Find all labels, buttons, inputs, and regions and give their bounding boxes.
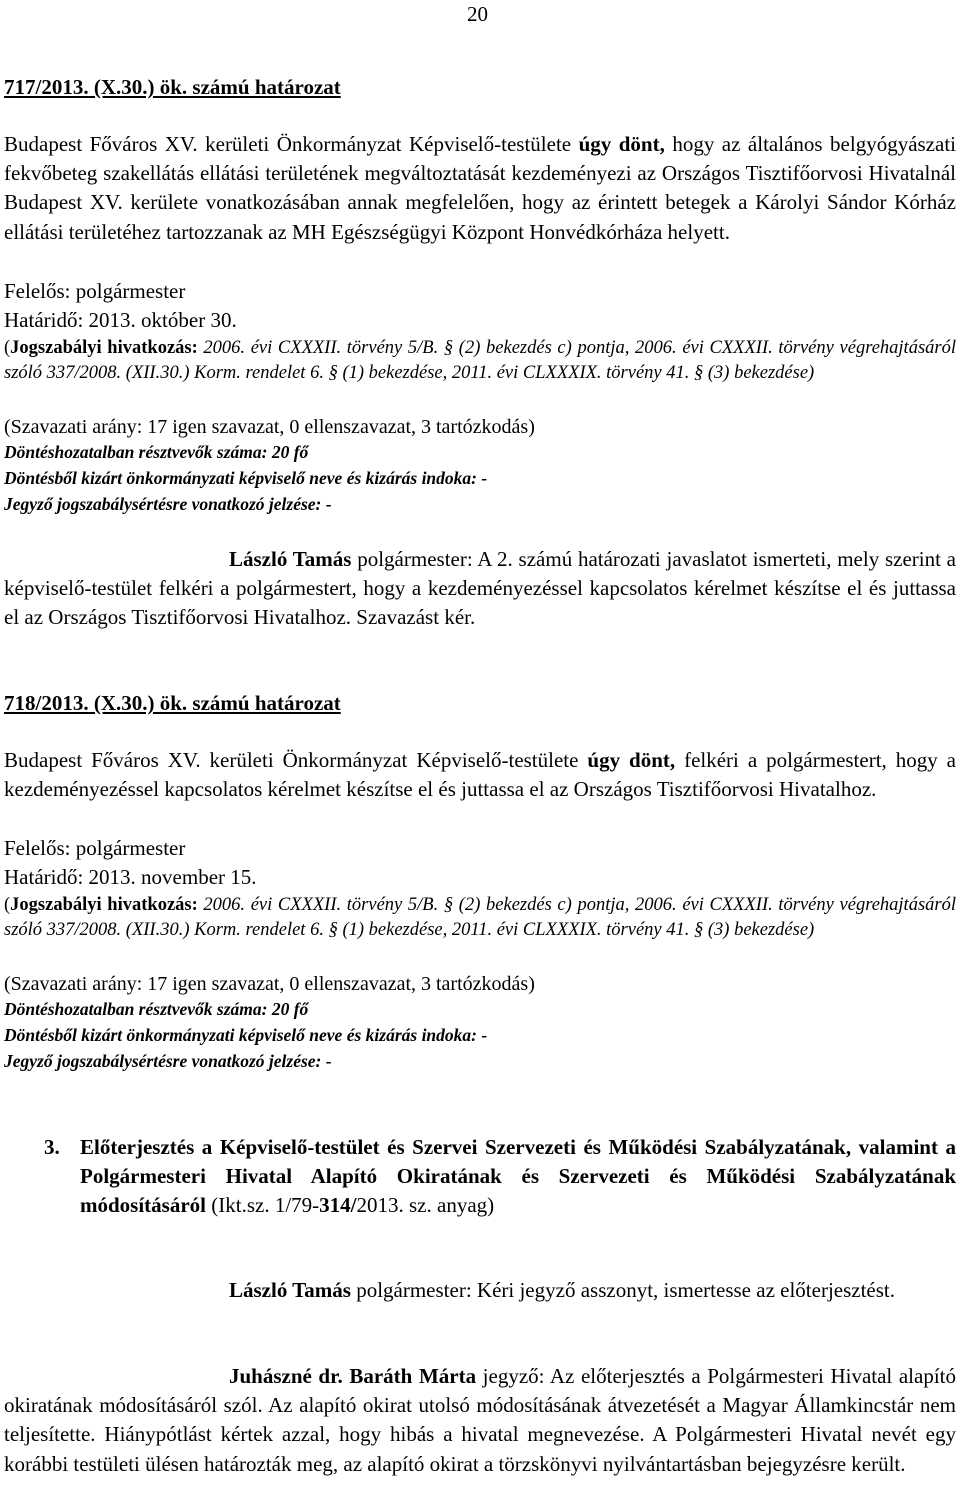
resolution-717-body-pre: Budapest Főváros XV. kerületi Önkormányzat Képviselő-testülete [4, 132, 579, 156]
agenda-item-ref-a: (Ikt.sz. 1/79- [206, 1193, 320, 1218]
resolution-717-body-post: hogy az általános belgyógyászati fekvőbeteg szakellátás ellátási területének megváltoztatását kezdeményezi az Országos Tisztifőorvosi Hivatalnál Budapest XV. kerülete vonatkozásában annak megfelelően, hogy az érintett betegek a Károlyi Sándor Kórház ellátási területéhez tartozzanak az MH Egészségügyi Központ Honvédkórháza helyett. [4, 132, 956, 244]
resolution-718-legal-reference [4, 893, 956, 944]
resolution-717-participants: Döntéshozatalban résztvevők száma: 20 fő [4, 442, 309, 462]
resolution-718-body-pre: Budapest Főváros XV. kerületi Önkormányzat Képviselő-testülete [4, 748, 588, 772]
resolution-717-body-bold: úgy dönt, [578, 132, 665, 156]
mayor-speech-2 [4, 1276, 956, 1305]
speaker-name: László Tamás [229, 1278, 351, 1302]
agenda-item-ref-b: 314/ [319, 1193, 357, 1218]
resolution-718-body-post: felkéri a polgármestert, hogy a kezdeményezéssel kapcsolatos kérelmet készítse el és juttassa el az Országos Tisztifőorvosi Hivatalhoz. [4, 748, 957, 802]
agenda-item-number: 3. [44, 1135, 60, 1159]
resolution-717-body [4, 130, 956, 247]
ref-open: ( [4, 895, 11, 915]
agenda-item-ref-c: 2013. sz. anyag) [356, 1193, 495, 1218]
resolution-717-responsible: Felelős: polgármester [4, 279, 186, 303]
resolution-717-ref-label: Jogszabályi hivatkozás: [10, 338, 198, 358]
ref-open: ( [4, 338, 11, 358]
resolution-718-participants: Döntéshozatalban résztvevők száma: 20 fő [4, 999, 309, 1019]
page-number: 20 [467, 2, 488, 26]
resolution-718-excluded: Döntésből kizárt önkormányzati képviselő neve és kizárás indoka: - [4, 1025, 488, 1045]
resolution-717-legal-reference [4, 336, 956, 387]
resolution-718-body [4, 746, 956, 804]
speech-text: polgármester: A 2. számú határozati javaslatot ismerteti, mely szerint a képviselő-testület felkéri a polgármestert, hogy a kezdeményezéssel kapcsolatos kérelmet készítse el és juttassa el az Országos Tisztifőorvosi Hivatalhoz. Szavazást kér. [4, 547, 956, 630]
resolution-717-deadline: Határidő: 2013. október 30. [4, 308, 237, 332]
resolution-718-body-bold: úgy dönt, [587, 748, 676, 772]
notary-speech [4, 1362, 956, 1479]
resolution-717-vote: (Szavazati arány: 17 igen szavazat, 0 ellenszavazat, 3 tartózkodás) [4, 416, 535, 438]
resolution-717-notary: Jegyző jogszabálysértésre vonatkozó jelzése: - [4, 494, 332, 514]
speaker-name-b: Baráth Márta [349, 1364, 477, 1388]
speech-text: polgármester: Kéri jegyző asszonyt, ismertesse az előterjesztést. [350, 1278, 896, 1302]
resolution-717-heading: 717/2013. (X.30.) ök. számú határozat [4, 75, 341, 99]
resolution-717-ref-text: 2006. évi CXXXII. törvény 5/B. § (2) bekezdés c) pontja, 2006. évi CXXXII. törvény végrehajtásáról szóló 337/2008. (XII.30.) Korm. rendelet 6. § (1) bekezdése, 2011. évi CLXXXIX. törvény 41. § (3) bekezdése) [4, 338, 956, 384]
resolution-718-notary: Jegyző jogszabálysértésre vonatkozó jelzése: - [4, 1051, 332, 1071]
resolution-717-excluded: Döntésből kizárt önkormányzati képviselő neve és kizárás indoka: - [4, 468, 488, 488]
speaker-name: László Tamás [229, 547, 352, 571]
resolution-718-vote: (Szavazati arány: 17 igen szavazat, 0 ellenszavazat, 3 tartózkodás) [4, 973, 535, 995]
agenda-item-3-title [80, 1133, 956, 1221]
resolution-718-deadline: Határidő: 2013. november 15. [4, 865, 257, 889]
resolution-718-heading: 718/2013. (X.30.) ök. számú határozat [4, 691, 341, 715]
agenda-item-title-bold: Előterjesztés a Képviselő-testület és Szervei Szervezeti és Működési Szabályzatának, valamint a Polgármesteri Hivatal Alapító Okiratának és Szervezeti és Működési Szabályzatának módosításáról [80, 1135, 956, 1218]
resolution-718-ref-text: 2006. évi CXXXII. törvény 5/B. § (2) bekezdés c) pontja, 2006. évi CXXXII. törvény végrehajtásáról szóló 337/2008. (XII.30.) Korm. rendelet 6. § (1) bekezdése, 2011. évi CLXXXIX. törvény 41. § (3) bekezdése) [4, 895, 956, 941]
resolution-718-responsible: Felelős: polgármester [4, 836, 186, 860]
speaker-name-a: Juhászné dr. [229, 1364, 343, 1388]
speech-text: jegyző: Az előterjesztés a Polgármesteri Hivatal alapító okiratának módosításáról szól. Az alapító okirat utolsó módosításának átvezetését a Magyar Államkincstár nem teljesítette. Hiánypótlást kértek azzal, hogy hibás a hivatal megnevezése. A Polgármesteri Hivatal nevét egy korábbi testületi ülésen határozták meg, az alapító okirat a törzskönyvi nyilvántartásban bejegyzésre került. [4, 1364, 956, 1476]
mayor-speech-1 [4, 545, 956, 633]
resolution-718-ref-label: Jogszabályi hivatkozás: [10, 895, 198, 915]
